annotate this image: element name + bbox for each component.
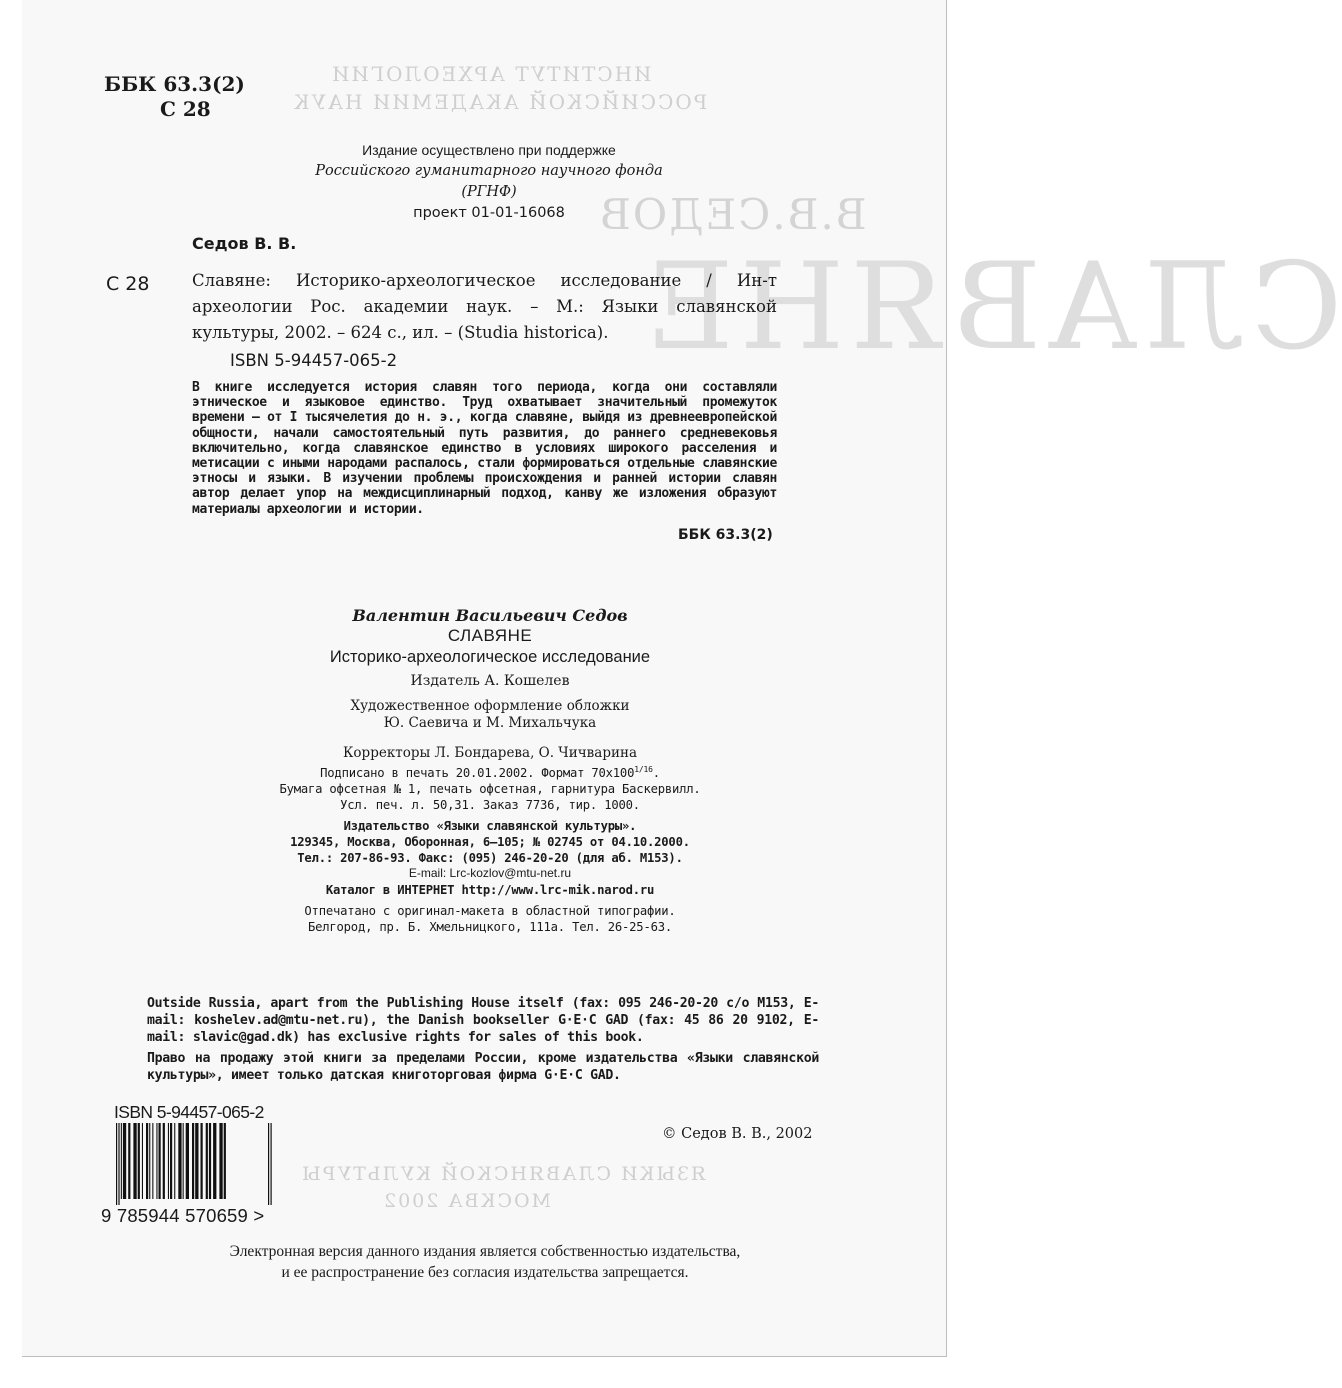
barcode-bar bbox=[138, 1123, 140, 1199]
imprint-author: Валентин Васильевич Седов bbox=[352, 606, 628, 625]
barcode-bar bbox=[201, 1123, 203, 1199]
barcode-bar bbox=[116, 1123, 117, 1205]
show-through-publisher-line2: МОСКВА 2002 bbox=[382, 1190, 552, 1212]
show-through-author: В.В.СЕДОВ bbox=[598, 190, 867, 239]
notice-line1: Электронная версия данного издания является собственностью издательства, bbox=[229, 1243, 741, 1260]
funding-line: Издание осуществлено при поддержке bbox=[362, 142, 616, 158]
cover-design-names: Ю. Саевича и М. Михальчука bbox=[383, 715, 597, 731]
imprint-block bbox=[180, 606, 800, 935]
barcode-icon bbox=[114, 1123, 274, 1205]
barcode-bar bbox=[174, 1123, 175, 1199]
proofreaders: Корректоры Л. Бондарева, О. Чичварина bbox=[342, 745, 638, 761]
barcode-bar bbox=[121, 1123, 122, 1199]
publisher-phone: Тел.: 207-86-93. Факс: (095) 246-20-20 (для аб. М153). bbox=[297, 850, 683, 865]
signed-to-print-text: Подписано в печать 20.01.2002. Формат 70x100 bbox=[320, 766, 635, 781]
show-through-institute-line1: ИНСТИТУТ АРХЕОЛОГИИ bbox=[330, 62, 652, 86]
catalog-label: Каталог в ИНТЕРНЕТ bbox=[325, 882, 462, 897]
barcode-ean-digits: 9 785944 570659 > bbox=[101, 1205, 265, 1226]
barcode-bar bbox=[149, 1123, 150, 1199]
barcode-bar bbox=[123, 1123, 126, 1199]
bbk-bottom-code: ББК 63.3(2) bbox=[678, 527, 773, 543]
format-fraction: 1/16 bbox=[634, 765, 653, 774]
printing-address: Белгород, пр. Б. Хмельницкого, 111а. Тел. 26-25-63. bbox=[307, 919, 672, 934]
barcode-bar bbox=[146, 1123, 148, 1199]
cover-design-label: Художественное оформление обложки bbox=[350, 698, 630, 714]
show-through-title: СЛАВЯНЕ bbox=[640, 238, 1342, 377]
barcode-bar bbox=[142, 1123, 143, 1199]
barcode-bar bbox=[195, 1123, 198, 1199]
barcode-bar bbox=[159, 1123, 161, 1199]
catalog-cutter: С 28 bbox=[106, 273, 150, 295]
barcode-bar bbox=[209, 1123, 211, 1199]
barcode-bar bbox=[268, 1123, 269, 1205]
barcode-bar bbox=[206, 1123, 208, 1199]
publisher-address: 129345, Москва, Оборонная, 6–105; № 02745 от 04.10.2000. bbox=[290, 834, 690, 849]
barcode-bar bbox=[224, 1123, 226, 1199]
project-number: проект 01-01-16068 bbox=[413, 205, 565, 221]
catalog-url[interactable]: http://www.lrc-mik.narod.ru bbox=[461, 882, 655, 897]
signed-to-print: Подписано в печать 20.01.2002. Формат $70x100^{1/16}$. bbox=[320, 765, 660, 781]
print-run-info: Усл. печ. л. 50,31. Заказ 7736, тир. 1000. bbox=[340, 798, 640, 813]
barcode-bar bbox=[192, 1123, 194, 1199]
catalog-author: Седов В. В. bbox=[192, 234, 297, 253]
isbn: ISBN 5-94457-065-2 bbox=[230, 351, 398, 370]
barcode-bar bbox=[170, 1123, 172, 1199]
barcode-bar bbox=[156, 1123, 157, 1199]
show-through-publisher-line1: ЯЗЫКИ СЛАВЯНСКОЙ КУЛЬТУРЫ bbox=[300, 1163, 707, 1185]
internet-catalog bbox=[180, 881, 800, 899]
barcode-isbn-label: ISBN 5-94457-065-2 bbox=[114, 1102, 264, 1122]
show-through-institute-line2: РОССИЙСКОЙ АКАДЕМИИ НАУК bbox=[292, 90, 708, 114]
barcode-bar bbox=[213, 1123, 216, 1199]
barcode-bar bbox=[219, 1123, 222, 1199]
bbk-classification bbox=[104, 72, 245, 122]
barcode-bar bbox=[168, 1123, 169, 1199]
barcode-bar bbox=[152, 1123, 153, 1199]
sales-rights-english: Outside Russia, apart from the Publishing House itself (fax: 095 246-20-20 c/o M153, E-mail: koshelev.ad@mtu-net.ru), the Danish bookseller G·E·C GAD (fax: 45 86 20 9102, E-mail: slavic@gad.dk) has exclusive rights for sales of this book. bbox=[147, 996, 819, 1045]
annotation-paragraph: В книге исследуется история славян того периода, когда они составляли этническое и языковое единство. Труд охватывает значительный промежуток времени — от I тысячелетия до н. э., когда славяне, выйдя из древнеевропейской общности, начали самостоятельный путь развития, до раннего средневековья включительно, когда славянское единство в условиях широкого расселения и метисации с иными народами распалось, стали формироваться отдельные славянские этносы и языки. В изучении проблемы происхождения и ранней истории славян автор делает упор на междисциплинарный подход, канву же изложения образуют материалы археологии и истории. bbox=[192, 380, 777, 517]
funding-notice bbox=[210, 140, 768, 224]
electronic-version-notice bbox=[130, 1241, 840, 1283]
bibliographic-main: Славяне: Историко-археологическое исследование / Ин-т археологии Рос. академии наук. – М.: Языки славянской bbox=[192, 271, 777, 316]
imprint-publisher: Издатель А. Кошелев bbox=[410, 673, 570, 689]
bbk-cutter: С 28 bbox=[160, 97, 211, 121]
barcode-bar bbox=[133, 1123, 136, 1199]
publishing-house: Издательство «Языки славянской культуры». bbox=[343, 818, 637, 833]
publisher-email: E-mail: Lrc-kozlov@mtu-net.ru bbox=[408, 865, 572, 880]
notice-line2: и ее распространение без согласия издательства запрещается. bbox=[281, 1264, 689, 1281]
fund-name: Российского гуманитарного научного фонда bbox=[315, 163, 663, 179]
sales-rights-russian: Право на продажу этой книги за пределами России, кроме издательства «Языки славянской культуры», имеет только датская книготорговая фирма G·E·C GAD. bbox=[147, 1051, 819, 1083]
imprint-subtitle: Историко-археологическое исследование bbox=[329, 648, 651, 666]
paper-info: Бумага офсетная № 1, печать офсетная, гарнитура Баскервилл. bbox=[279, 782, 701, 797]
barcode-block bbox=[101, 1102, 282, 1226]
barcode-bar bbox=[178, 1123, 181, 1199]
fund-abbreviation: (РГНФ) bbox=[461, 184, 517, 200]
barcode-bar bbox=[271, 1123, 272, 1205]
printing-house: Отпечатано с оригинал-макета в областной типографии. bbox=[304, 903, 676, 918]
barcode-bar bbox=[128, 1123, 130, 1199]
bibliographic-last-line: культуры, 2002. – 624 с., ил. – (Studia historica). bbox=[192, 323, 609, 342]
bbk-code: ББК 63.3(2) bbox=[104, 72, 245, 96]
barcode-bar bbox=[118, 1123, 119, 1205]
imprint-title: СЛАВЯНЕ bbox=[447, 626, 533, 645]
copyright: © Седов В. В., 2002 bbox=[662, 1126, 813, 1142]
barcode-bar bbox=[183, 1123, 184, 1199]
barcode-bar bbox=[163, 1123, 165, 1199]
bibliographic-description bbox=[192, 268, 777, 346]
barcode-bar bbox=[186, 1123, 189, 1199]
sales-rights bbox=[147, 995, 819, 1084]
